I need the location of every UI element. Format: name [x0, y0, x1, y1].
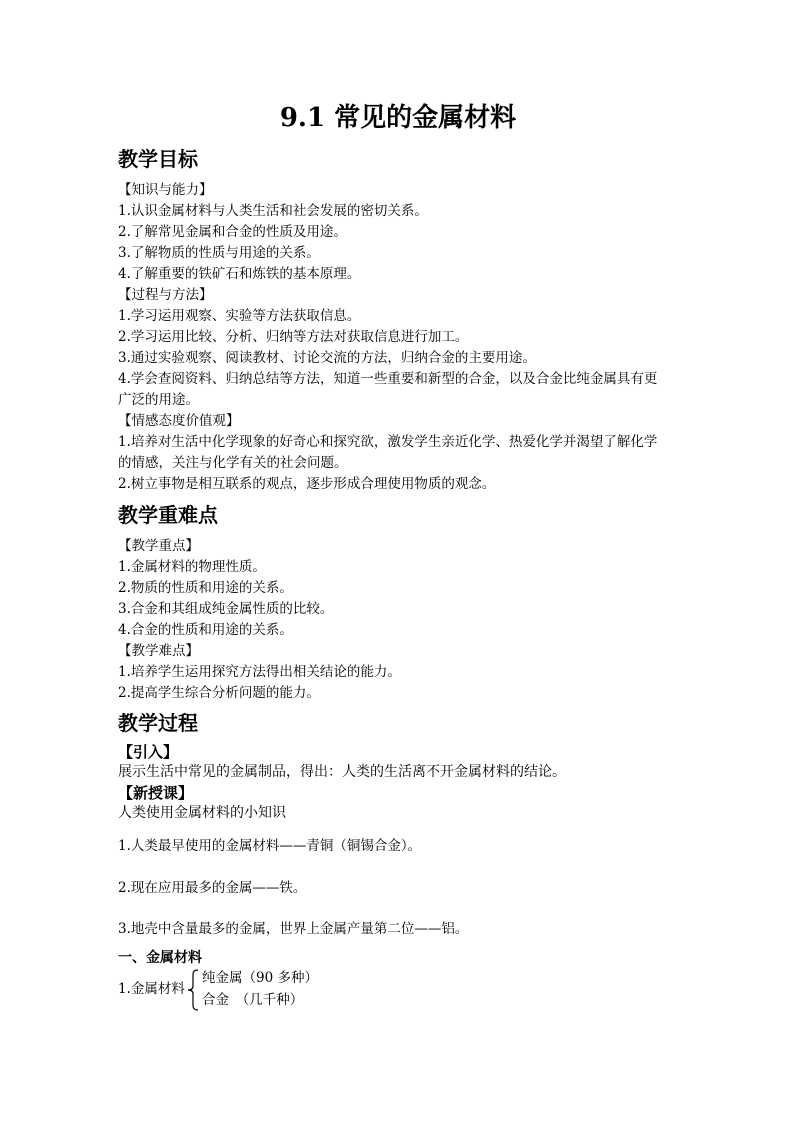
heading-key-points: 教学重难点: [118, 503, 218, 527]
list-item: 3.通过实验观察、阅读教材、讨论交流的方法，归纳合金的主要用途。: [118, 350, 536, 366]
list-item: 4.学会查阅资料、归纳总结等方法，知道一些重要和新型的合金，以及合金比纯金属具有更: [118, 371, 658, 387]
list-item: 4.合金的性质和用途的关系。: [118, 622, 293, 638]
list-item: 2.树立事物是相互联系的观点，逐步形成合理使用物质的观念。: [118, 476, 496, 492]
group-title-difficult: 【教学难点】: [118, 643, 199, 659]
brace-item-alloy: 合金 （几千种）: [202, 992, 304, 1008]
fact-item: 3.地壳中含量最多的金属，世界上金属产量第二位——铝。: [118, 921, 469, 937]
brace-item-pure-metal: 纯金属（90 多种）: [202, 970, 318, 986]
intro-text: 展示生活中常见的金属制品，得出：人类的生活离不开金属材料的结论。: [118, 764, 566, 780]
curly-brace-icon: [186, 968, 200, 1012]
page-title: 9.1 常见的金属材料: [279, 103, 517, 133]
list-item: 1.认识金属材料与人类生活和社会发展的密切关系。: [118, 203, 428, 219]
list-item: 4.了解重要的铁矿石和炼铁的基本原理。: [118, 266, 361, 282]
list-item: 3.合金和其组成纯金属性质的比较。: [118, 601, 334, 617]
group-title-process: 【过程与方法】: [118, 287, 213, 303]
list-item: 1.金属材料的物理性质。: [118, 559, 266, 575]
new-lesson-subtitle: 人类使用金属材料的小知识: [118, 805, 286, 821]
list-item: 2.物质的性质和用途的关系。: [118, 580, 293, 596]
list-item: 1.学习运用观察、实验等方法获取信息。: [118, 308, 361, 324]
heading-process: 教学过程: [118, 711, 198, 735]
list-item: 2.提高学生综合分析问题的能力。: [118, 685, 320, 701]
fact-item: 1.人类最早使用的金属材料——青铜（铜锡合金）。: [118, 838, 422, 854]
part-title-metal-materials: 一、金属材料: [118, 950, 202, 966]
list-item: 1.培养学生运用探究方法得出相关结论的能力。: [118, 664, 401, 680]
list-item: 1.培养对生活中化学现象的好奇心和探究欲，激发学生亲近化学、热爱化学并渴望了解化学: [118, 434, 658, 450]
group-title-attitude: 【情感态度价值观】: [118, 413, 240, 429]
list-item: 广泛的用途。: [118, 392, 199, 408]
fact-item: 2.现在应用最多的金属——铁。: [118, 880, 307, 896]
heading-goals: 教学目标: [118, 147, 198, 171]
list-item: 3.了解物质的性质与用途的关系。: [118, 245, 320, 261]
list-item: 的情感，关注与化学有关的社会问题。: [118, 455, 348, 471]
brace-label: 1.金属材料: [118, 981, 185, 997]
group-title-knowledge: 【知识与能力】: [118, 182, 213, 198]
group-title-key: 【教学重点】: [118, 538, 199, 554]
classification-brace: [118, 966, 418, 1012]
new-lesson-title: 【新授课】: [118, 784, 194, 802]
intro-title: 【引入】: [118, 743, 179, 761]
list-item: 2.学习运用比较、分析、归纳等方法对获取信息进行加工。: [118, 329, 469, 345]
list-item: 2.了解常见金属和合金的性质及用途。: [118, 224, 347, 240]
